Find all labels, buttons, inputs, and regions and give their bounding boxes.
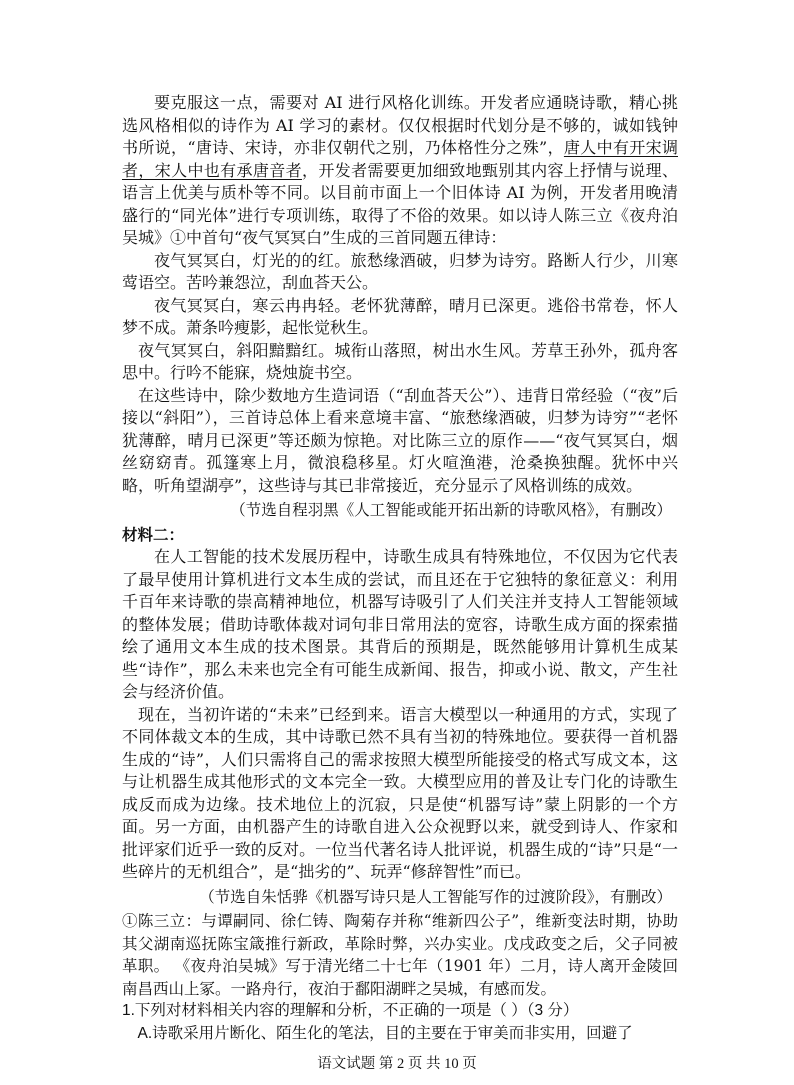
paragraph-analysis: 在这些诗中，除少数地方生造词语（“刮血荅天公”）、违背日常经验（“夜”后接以“斜阳”），三首诗总体上看来意境丰富、“旅愁缘酒破，归梦为诗穷”“老怀犹薄醉，晴月已深更”等还颇为惊艳。对比陈三立的原作——“夜气冥冥白，烟丝窈窈青。孤篷寒上月，微浪稳移星。灯火喧渔港，沧桑换独醒。犹怀中兴略，听角望湖亭”，这些诗与其已非常接近，充分显示了风格训练的成效。 [122,385,678,495]
poem-2: 夜气冥冥白，寒云冉冉轻。老怀犹薄醉，晴月已深更。逃俗书常卷，怀人梦不成。萧条吟瘦影，起怅觉秋生。 [122,295,678,337]
source-citation-2: （节选自朱恬骅《机器写诗只是人工智能写作的过渡阶段》，有删改） [199,887,672,906]
underlined-sentence: 唐人中有开宋调者，宋人中也有承唐音者 [122,138,678,180]
footnote: ①陈三立：与谭嗣同、徐仁铸、陶菊存并称“维新四公子”，维新变法时期，协助其父湖南巡抚陈宝箴推行新政，革除时弊，兴办实业。戊戌政变之后，父子同被革职。 《夜舟泊吴城》写于清光绪二十七年（1901 年）二月，诗人离开金陵回南昌西山上冢。一路舟行，夜泊于鄱阳湖畔之吴城，有感而发。 [122,912,678,998]
page-footer: 语文试题 第 2 页 共 10 页 [317,1056,477,1072]
paragraph-large-models: 现在，当初许诺的“未来”已经到来。语言大模型以一种通用的方式，实现了不同体裁文本的生成，其中诗歌已然不具有当初的特殊地位。要获得一首机器生成的“诗”，人们只需将自己的需求按照大模型所能接受的格式写成文本，这与让机器生成其他形式的文本完全一致。大模型应用的普及让专门化的诗歌生成反而成为边缘。技术地位上的沉寂，只是使“机器写诗”蒙上阴影的一个方面。另一方面，由机器产生的诗歌自进入公众视野以来，就受到诗人、作家和批评家们近乎一致的反对。一位当代著名诗人批评说，机器生成的“诗”只是“一些碎片的无机组合”，是“拙劣的”、玩弄“修辞智性”而已。 [122,704,678,881]
paragraph-style-training [122,92,678,250]
source-citation-1: （节选自程羽黑《人工智能或能开拓出新的诗歌风格》，有删改） [230,501,672,519]
paragraph-text-continued: ，开发者需要更加细致地甄别其内容上抒情与说理、语言上优美与质朴等不同。以目前市面上一个旧体诗 AI 为例，开发者用晚清盛行的“同光体”进行专项训练，取得了不俗的效果。如以诗人陈三立《夜舟泊吴城》①中首句“夜气冥冥白”生成的三首同题五律诗： [122,160,678,247]
poem-1: 夜气冥冥白，灯光的的红。旅愁缘酒破，归梦为诗穷。路断人行少，川寒莺语空。苦吟兼怨泣，刮血荅天公。 [122,250,678,292]
material-two-heading: 材料二： [122,525,185,544]
paragraph-poetry-generation: 在人工智能的技术发展历程中，诗歌生成具有特殊地位，不仅因为它代表了最早使用计算机进行文本生成的尝试，而且还在于它独特的象征意义：利用千百年来诗歌的崇高精神地位，机器写诗吸引了人们关注并支持人工智能领域的整体发展；借助诗歌体裁对词句非日常用法的宽容，诗歌生成方面的探索描绘了通用文本生成的技术图景。其背后的预期是，既然能够用计算机生成某些“诗作”，那么未来也完全有可能生成新闻、报告，抑或小说、散文，产生社会与经济价值。 [122,547,678,701]
option-a: A.诗歌采用片断化、陌生化的笔法，目的主要在于审美而非实用，回避了 [137,1024,633,1042]
poem-3: 夜气冥冥白，斜阳黯黯红。城衔山落照，树出水生风。芳草王孙外，孤舟客思中。行吟不能寐，烧烛旋书空。 [122,340,678,382]
question-1: 1.下列对材料相关内容的理解和分析，不正确的一项是（ ）（3 分） [122,1002,579,1019]
page-content [122,92,678,1045]
paragraph-text: 要克服这一点，需要对 AI 进行风格化训练。开发者应通晓诗歌，精心挑选风格相似的诗作为 AI 学习的素材。仅仅根据时代划分是不够的，诚如钱钟书所说，“唐诗、宋诗，亦非仅朝代之别，乃体格性分之殊”， [122,93,678,157]
